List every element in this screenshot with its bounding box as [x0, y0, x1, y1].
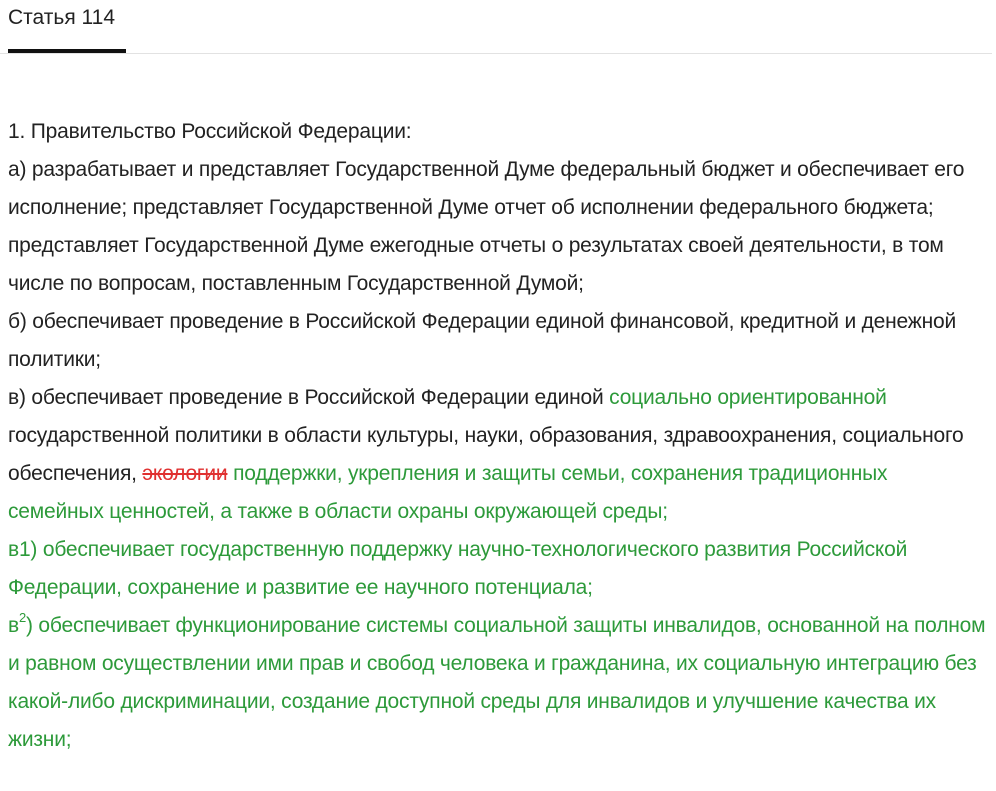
tab-bar	[0, 0, 992, 54]
item-v2-prefix: в	[8, 614, 19, 637]
item-v-added-1: социально ориентированной	[609, 386, 887, 409]
item-v-text-1: в) обеспечивает проведение в Российской Федерации единой	[8, 386, 610, 409]
item-v2	[8, 607, 988, 759]
item-v-added-2: поддержки, укрепления и защиты семьи, сохранения традиционных семейных ценностей, а также в области охраны окружающей среды;	[8, 462, 888, 523]
item-v-text-2: государственной политики в области культуры, науки, образования, здравоохранения, социального обеспечения,	[8, 424, 964, 485]
item-a: а) разрабатывает и представляет Государственной Думе федеральный бюджет и обеспечивает его исполнение; представляет Государственной Думе отчет об исполнении федерального бюджета; представляет Государственной Думе ежегодные отчеты о результатах своей деятельности, в том числе по вопросам, поставленным Государственной Думой;	[8, 158, 965, 295]
tab-article-114[interactable]: Статья 114	[8, 0, 126, 53]
item-v	[8, 379, 988, 531]
item-v2-sup: 2	[18, 610, 26, 625]
article-intro: 1. Правительство Российской Федерации:	[8, 120, 412, 143]
item-b: б) обеспечивает проведение в Российской Федерации единой финансовой, кредитной и денежной политики;	[8, 310, 957, 371]
item-v1: в1) обеспечивает государственную поддержку научно-технологического развития Российской Федерации, сохранение и развитие ее научного потенциала;	[8, 538, 908, 599]
item-v2-text: ) обеспечивает функционирование системы социальной защиты инвалидов, основанной на полном и равном осуществлении ими прав и свобод человека и гражданина, их социальную интеграцию без какой-либо дискриминации, создание доступной среды для инвалидов и улучшение качества их жизни;	[8, 614, 986, 751]
article-content	[0, 113, 996, 759]
item-v-removed: экологии	[142, 462, 228, 485]
